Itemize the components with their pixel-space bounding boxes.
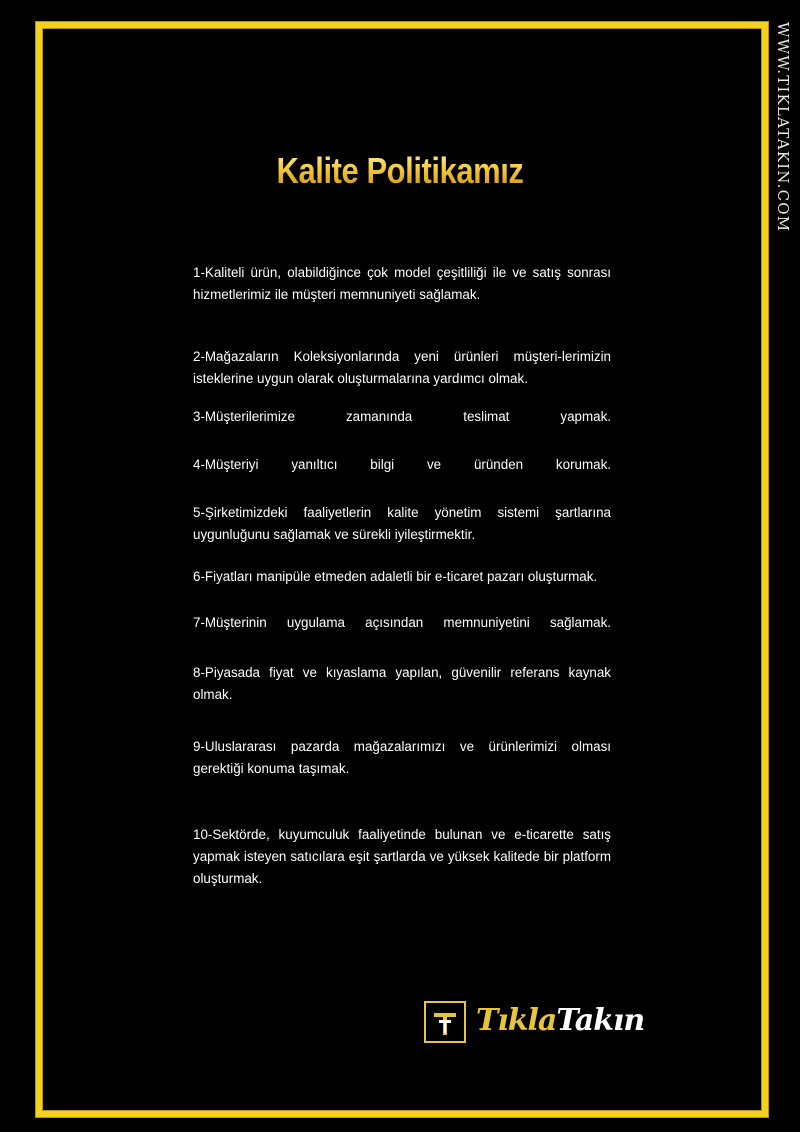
policy-item-7: 7-Müşterinin uygulama açısından memnuniyetini sağlamak. (193, 615, 611, 630)
tiklatakin-logo-icon (424, 1001, 466, 1043)
policy-item-6: 6-Fiyatları manipüle etmeden adaletli bir e-ticaret pazarı oluşturmak. (193, 569, 598, 584)
website-url-vertical: WWW.TIKLATAKIN.COM (774, 22, 792, 233)
policy-item-9: 9-Uluslararası pazarda mağazalarımızı ve ürünlerimizi olması gerektiği konuma taşımak. (193, 739, 611, 776)
policy-item-10: 10-Sektörde, kuyumculuk faaliyetinde bulunan ve e-ticarette satış yapmak isteyen satıcılara eşit şartlarda ve yüksek kalitede bir platform oluşturmak. (193, 827, 611, 886)
brand-logo-text (476, 1003, 644, 1038)
quality-policy-list (193, 262, 611, 890)
policy-item-4: 4-Müşteriyi yanıltıcı bilgi ve üründen korumak. (193, 457, 611, 472)
policy-item-8: 8-Piyasada fiyat ve kıyaslama yapılan, güvenilir referans kaynak olmak. (193, 665, 611, 702)
policy-item-5: 5-Şirketimizdeki faaliyetlerin kalite yönetim sistemi şartlarına uygunluğunu sağlamak ve sürekli iyileştirmektir. (193, 505, 611, 542)
page-title: Kalite Politikamız (56, 150, 744, 192)
policy-item-3: 3-Müşterilerimize zamanında teslimat yapmak. (193, 409, 611, 424)
policy-item-1: 1-Kaliteli ürün, olabildiğince çok model çeşitliliği ile ve satış sonrası hizmetlerimiz ile müşteri memnuniyeti sağlamak. (193, 265, 611, 302)
brand-logo-text-part2: Takın (556, 1003, 645, 1038)
policy-item-2: 2-Mağazaların Koleksiyonlarında yeni ürünleri müşteri-lerimizin isteklerine uygun olarak oluşturmalarına yardımcı olmak. (193, 349, 611, 386)
brand-logo-text-part1: Tıkla (476, 1003, 557, 1038)
brand-logo (424, 995, 645, 1045)
